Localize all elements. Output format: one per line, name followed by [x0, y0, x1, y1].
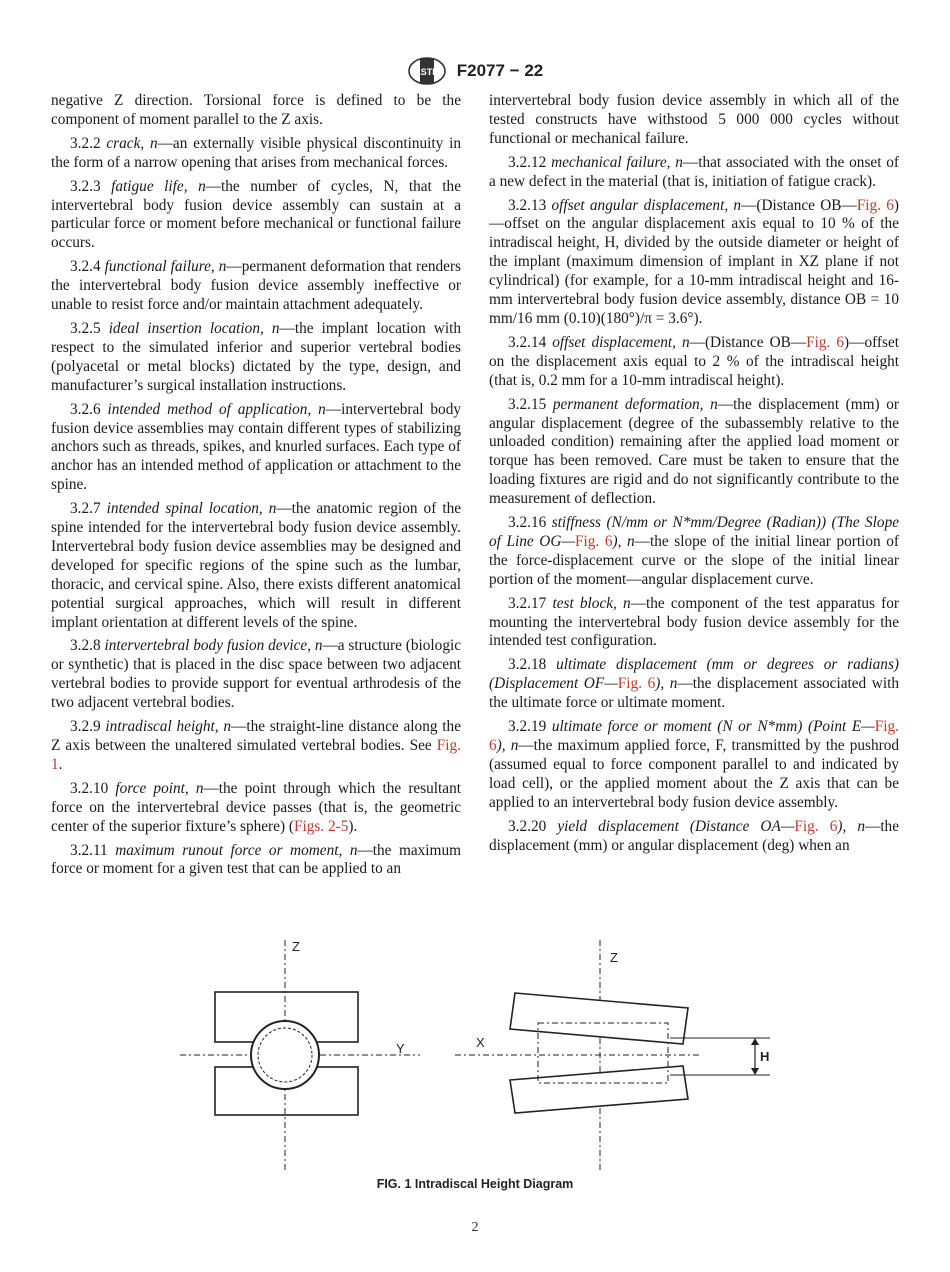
section-3-2-13: 3.2.13 offset angular displacement, n—(Distance OB—Fig. 6)—offset on the angular displacement axis equal to 10 % of the intradiscal height, H, divided by the outside diameter or height of the implant (maximum dimension of implant in XZ plane if not cylindrical) (for example, for a 10-mm intradiscal height and 16-mm intervertebral body fusion device assembly, distance OB = 10 mm/16 mm (0.10)(180°)/π = 3.6°).	[489, 196, 900, 327]
section-3-2-10: 3.2.10 force point, n—the point through which the resultant force on the intervertebral device passes (that is, the geometric center of the superior fixture’s sphere) (Figs. 2-5).	[51, 779, 461, 835]
figure-caption: FIG. 1 Intradiscal Height Diagram	[376, 1177, 574, 1191]
section-3-2-5: 3.2.5 ideal insertion location, n—the implant location with respect to the simulated inferior and superior vertebral bodies (polyacetal or metal blocks) dictated by the type, design, and manufacturer’s surgical installation instructions.	[51, 319, 461, 394]
astm-logo-icon	[407, 56, 447, 86]
section-3-2-20: 3.2.20 yield displacement (Distance OA—Fig. 6), n—the displacement (mm) or angular displacement (deg) when an	[489, 817, 900, 854]
section-3-2-12: 3.2.12 mechanical failure, n—that associated with the onset of a new defect in the material (that is, initiation of fatigue crack).	[489, 153, 900, 190]
figs-2-5-link[interactable]: Figs. 2-5	[293, 817, 349, 835]
section-3-2-16: 3.2.16 stiffness (N/mm or N*mm/Degree (Radian)) (The Slope of Line OG—Fig. 6), n—the slope of the initial linear portion of the force-displacement curve or the slope of the initial linear portion of the moment—angular displacement curve.	[489, 514, 900, 588]
intradiscal-height-diagram	[170, 935, 780, 1175]
fig-6-link[interactable]: Fig. 6	[794, 817, 838, 835]
paragraph-continued-right: intervertebral body fusion device assembly in which all of the tested constructs have withstood 5 000 000 cycles without functional or mechanical failure.	[489, 92, 899, 147]
paragraph-continued: negative Z direction. Torsional force is defined to be the component of moment parallel to the Z axis.	[51, 92, 461, 128]
section-3-2-6: 3.2.6 intended method of application, n—intervertebral body fusion device assemblies may contain different types of stabilizing anchors such as threads, spikes, and knurled surfaces. Each type of anchor has an intended method of application or attachment to the spine.	[51, 400, 461, 494]
section-3-2-2: 3.2.2 crack, n—an externally visible physical discontinuity in the form of a narrow opening that arises from mechanical forces.	[51, 134, 461, 171]
fig-6-link[interactable]: Fig. 6	[617, 675, 656, 693]
section-3-2-7: 3.2.7 intended spinal location, n—the anatomic region of the spine intended for the intervertebral body fusion device assembly. Intervertebral body fusion device assemblies may be designed and developed for specific regions of the spine such as the lumbar, thoracic, and cervical spine. Also, there exists different anatomical potential surgical approaches, which will result in different implant orientation at different levels of the spine.	[51, 500, 462, 631]
section-3-2-18: 3.2.18 ultimate displacement (mm or degrees or radians) (Displacement OF—Fig. 6), n—the displacement associated with the ultimate force or ultimate moment.	[489, 656, 899, 712]
section-3-2-11: 3.2.11 maximum runout force or moment, n—the maximum force or moment for a given test that can be applied to an	[51, 841, 462, 878]
superior-block-right	[510, 993, 688, 1044]
section-3-2-9: 3.2.9 intradiscal height, n—the straight-line distance along the Z axis between the unaltered simulated vertebral bodies. See Fig. 1.	[51, 718, 461, 773]
implant-sphere	[251, 1021, 319, 1089]
inferior-block-right	[510, 1066, 688, 1113]
right-column	[489, 92, 899, 860]
fig-6-link[interactable]: Fig. 6	[856, 196, 894, 214]
fig-6-link[interactable]: Fig. 6	[489, 718, 899, 754]
section-3-2-8: 3.2.8 intervertebral body fusion device, n—a structure (biologic or synthetic) that is placed in the disc space between two adjacent vertebral bodies to provide support for eventual arthrodesis of the two adjacent vertebral bodies.	[51, 637, 462, 712]
section-3-2-3: 3.2.3 fatigue life, n—the number of cycles, N, that the intervertebral body fusion device assembly can sustain at a particular force or moment before mechanical or functional failure occurs.	[51, 177, 461, 252]
logo-text: ASTM	[414, 67, 440, 77]
arrow-head-bottom	[751, 1068, 759, 1075]
section-3-2-4: 3.2.4 functional failure, n—permanent deformation that renders the intervertebral body fusion device assembly ineffective or unable to resist force and/or maintain attachment adequately.	[51, 258, 462, 314]
document-id: F2077 − 22	[456, 61, 544, 80]
left-column	[51, 92, 461, 884]
fig-1-link[interactable]: Fig. 1	[51, 737, 461, 773]
x-label: X	[476, 1035, 485, 1050]
section-3-2-17: 3.2.17 test block, n—the component of the test apparatus for mounting the intervertebral body fusion device assembly for the intended test configuration.	[489, 594, 899, 650]
arrow-head-top	[751, 1038, 759, 1045]
z-label-left: Z	[292, 939, 300, 954]
fig-6-link[interactable]: Fig. 6	[806, 333, 845, 351]
section-3-2-14: 3.2.14 offset displacement, n—(Distance OB—Fig. 6)—offset on the displacement axis equal to 2 % of the intradiscal height (that is, 0.2 mm for a 10-mm intradiscal height).	[489, 333, 899, 389]
section-3-2-15: 3.2.15 permanent deformation, n—the displacement (mm) or angular displacement (degree of the subassembly relative to the unloaded condition) remaining after the applied load moment or torque has been removed. Care must be taken to ensure that the loading fixtures are rigid and do not significantly contribute to the measurement of deflection.	[489, 395, 900, 508]
z-label-right: Z	[610, 950, 618, 965]
page-number: 2	[471, 1220, 479, 1235]
page-header	[0, 56, 950, 86]
y-label: Y	[396, 1041, 405, 1056]
section-3-2-19: 3.2.19 ultimate force or moment (N or N*mm) (Point E—Fig. 6), n—the maximum applied force, F, transmitted by the pushrod (assumed equal to force component parallel to and indicated by load cell), or the applied moment about the Z axis that can be applied to an intervertebral body fusion device assembly.	[489, 718, 899, 811]
h-label: H	[760, 1049, 770, 1064]
fig-6-link[interactable]: Fig. 6	[575, 532, 613, 550]
